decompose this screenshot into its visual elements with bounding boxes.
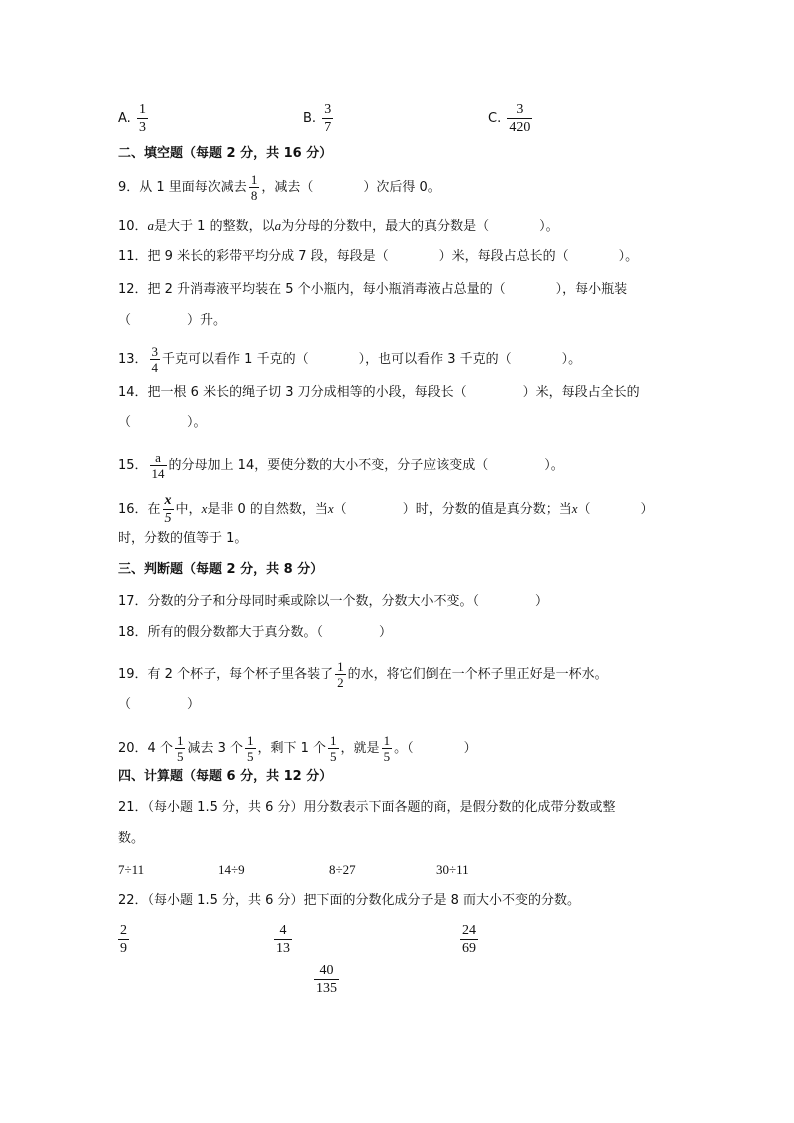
- question-13: 13． $\frac{3}{4}$ 千克可以看作 1 千克的（ ），也可以看作 3 千克的（ ）。: [118, 344, 582, 375]
- option-b-fraction: $\frac{3}{7}$: [324, 102, 332, 135]
- q21-item-1: 7÷11: [118, 862, 145, 877]
- question-16-line-1: 16．在 $\frac{x}{5}$ 中，x是非 0 的自然数，当x（ ）时，分数的值是真分数；当x（ ）: [118, 493, 654, 526]
- q22-fraction-3: $\frac{24}{69}$: [462, 923, 476, 956]
- question-21-line-2: 数。: [118, 831, 145, 846]
- q22-fraction-2: $\frac{4}{13}$: [276, 923, 290, 956]
- q21-item-4: 30÷11: [436, 862, 469, 877]
- q22-fraction-4: $\frac{40}{135}$: [316, 963, 337, 996]
- question-14-line-2: （ ）。: [118, 415, 207, 430]
- q20-fraction-2: $\frac{1}{5}$: [247, 733, 254, 764]
- option-a: [118, 101, 150, 136]
- question-19-line-1: 19．有 2 个杯子，每个杯子里各装了 $\frac{1}{2}$ 的水，将它们倒在一个杯子里正好是一杯水。: [118, 659, 608, 690]
- q21-item-2: 14÷9: [218, 862, 245, 877]
- q19-fraction: $\frac{1}{2}$: [337, 659, 344, 690]
- question-12-line-1: 12．把 2 升消毒液平均装在 5 个小瓶内，每小瓶消毒液占总量的（ ），每小瓶装: [118, 282, 628, 297]
- section-3-title: 三、判断题（每题 2 分，共 8 分）: [118, 562, 324, 577]
- q20-fraction-4: $\frac{1}{5}$: [383, 733, 391, 764]
- question-16-line-2: 时，分数的值等于 1。: [118, 531, 248, 546]
- question-20: 20．4 个 $\frac{1}{5}$ 减去 3 个 $\frac{1}{5}$ ，剩下 1 个 $\frac{1}{5}$ ，就是 $\frac{1}{5}$ 。（ ）: [118, 733, 477, 764]
- q15-fraction: $\frac{a}{14}$: [151, 450, 165, 481]
- q22-fraction-1: $\frac{2}{9}$: [120, 923, 127, 956]
- q20-fraction-3: $\frac{1}{5}$: [330, 733, 337, 764]
- option-b: [303, 101, 335, 136]
- question-22-line-1: 22．（每小题 1.5 分，共 6 分）把下面的分数化成分子是 8 而大小不变的分数。: [118, 893, 581, 908]
- q13-fraction: $\frac{3}{4}$: [151, 344, 159, 375]
- question-19-line-2: （ ）: [118, 697, 201, 712]
- option-a-label: A.: [118, 111, 131, 126]
- question-17: 17．分数的分子和分母同时乘或除以一个数，分数大小不变。（ ）: [118, 594, 549, 609]
- q20-fraction-1: $\frac{1}{5}$: [176, 733, 184, 764]
- question-18: 18．所有的假分数都大于真分数。（ ）: [118, 625, 393, 640]
- q21-item-3: 8÷27: [329, 862, 356, 877]
- option-c-label: C.: [488, 111, 502, 126]
- option-c-fraction: $\frac{3}{420}$: [509, 102, 531, 135]
- option-a-fraction: $\frac{1}{3}$: [138, 102, 146, 135]
- question-12-line-2: （ ）升。: [118, 313, 227, 328]
- section-4-title: 四、计算题（每题 6 分，共 12 分）: [118, 769, 333, 784]
- section-2-title: 二、填空题（每题 2 分，共 16 分）: [118, 146, 333, 161]
- q16-fraction: $\frac{x}{5}$: [164, 493, 172, 526]
- option-b-label: B.: [303, 111, 317, 126]
- question-9: 9．从 1 里面每次减去 $\frac{1}{8}$ ，减去（ ）次后得 0。: [118, 172, 441, 203]
- question-21-line-1: 21．（每小题 1.5 分，共 6 分）用分数表示下面各题的商，是假分数的化成带分数或整: [118, 800, 616, 815]
- question-10: 10．a是大于 1 的整数，以a为分母的分数中，最大的真分数是（ ）。: [118, 218, 559, 234]
- q9-fraction: $\frac{1}{8}$: [250, 172, 258, 203]
- question-14-line-1: 14．把一根 6 米长的绳子切 3 刀分成相等的小段，每段长（ ）米，每段占全长的: [118, 385, 640, 400]
- question-15: 15． $\frac{a}{14}$ 的分母加上 14，要使分数的大小不变，分子应该变成（ ）。: [118, 450, 564, 481]
- option-c: [488, 101, 534, 136]
- question-11: 11．把 9 米长的彩带平均分成 7 段，每段是（ ）米，每段占总长的（ ）。: [118, 249, 639, 264]
